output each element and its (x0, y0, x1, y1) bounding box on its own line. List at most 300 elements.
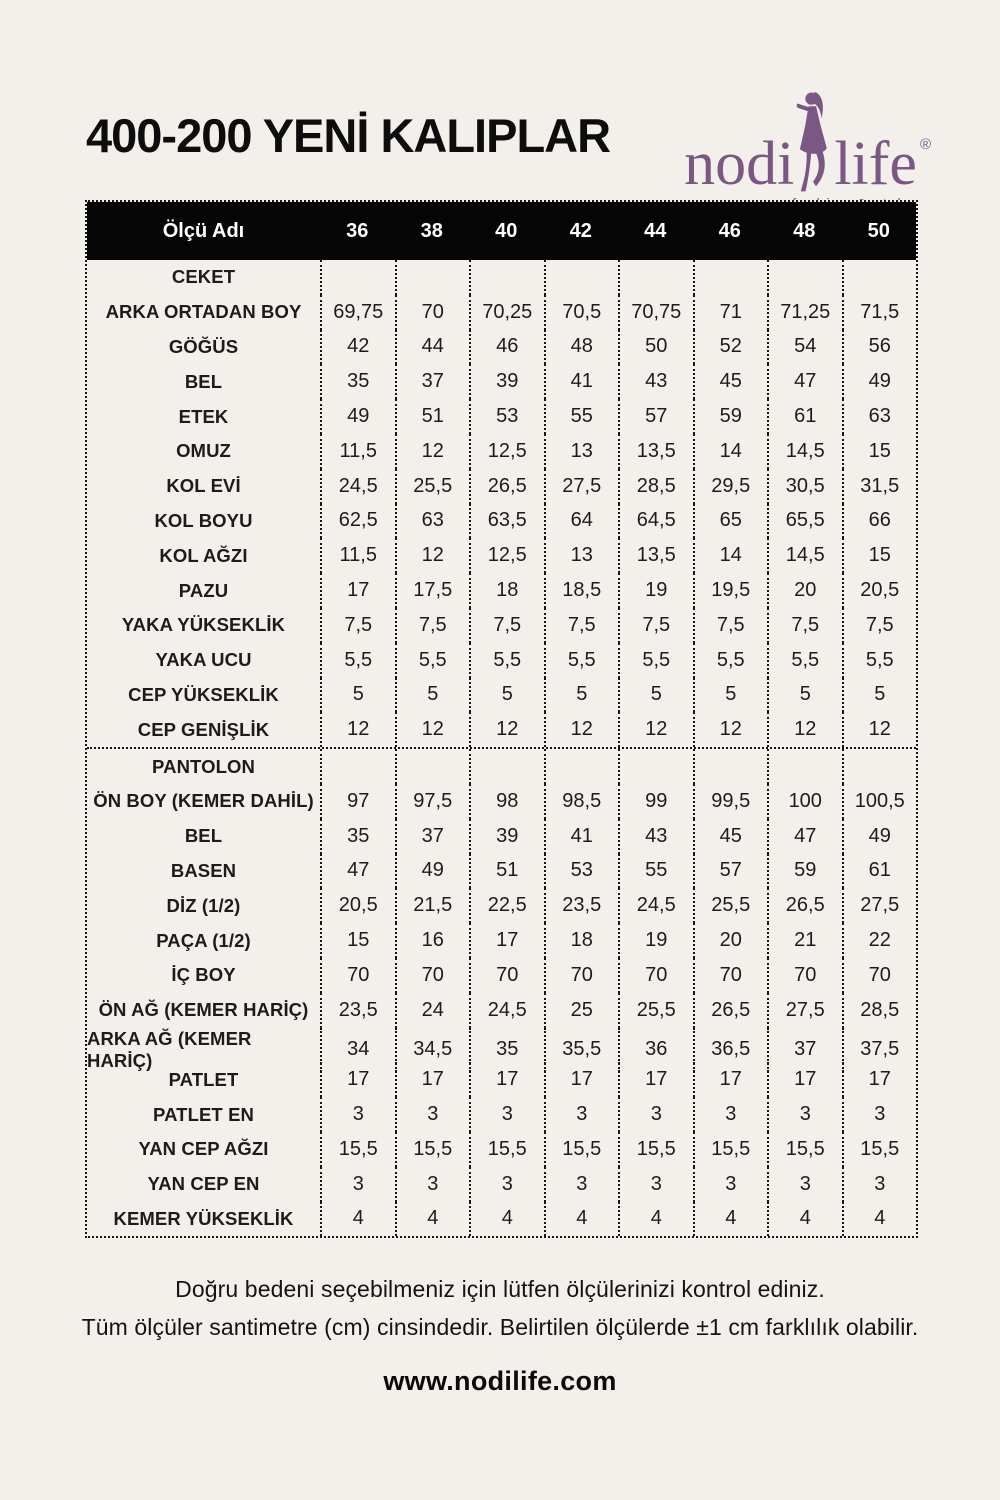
measure-value: 12 (395, 712, 470, 747)
measure-value: 17 (767, 1062, 842, 1097)
measure-value: 37 (395, 364, 470, 399)
table-row (87, 538, 916, 573)
measure-value: 15,5 (618, 1132, 693, 1167)
measure-value: 70,75 (618, 295, 693, 330)
size-column-header: 50 (867, 219, 890, 242)
measure-value: 3 (693, 1167, 768, 1202)
measure-value: 15 (320, 923, 395, 958)
measure-label: CEP YÜKSEKLİK (128, 683, 279, 705)
measure-label: KOL BOYU (154, 509, 253, 531)
table-section (87, 747, 916, 1236)
measure-value: 61 (842, 854, 917, 889)
table-row (87, 993, 916, 1028)
measure-label: GÖĞÜS (168, 335, 239, 357)
measure-value (469, 260, 544, 295)
measure-value: 3 (320, 1167, 395, 1202)
measure-label: OMUZ (176, 440, 231, 462)
measure-value: 23,5 (320, 993, 395, 1028)
measure-value: 3 (842, 1167, 917, 1202)
measure-label: KOL EVİ (166, 475, 241, 497)
measure-value: 7,5 (842, 608, 917, 643)
measure-value (618, 749, 693, 784)
measure-value: 7,5 (395, 608, 470, 643)
measure-value: 5,5 (842, 643, 917, 678)
measure-value (544, 260, 619, 295)
section-title-row (87, 749, 916, 784)
measure-value: 70 (618, 958, 693, 993)
measure-value: 5,5 (544, 643, 619, 678)
measure-value: 54 (767, 330, 842, 365)
measure-value: 71,25 (767, 295, 842, 330)
measure-value: 17 (469, 1062, 544, 1097)
measure-value: 51 (469, 854, 544, 889)
measure-value: 4 (842, 1202, 917, 1237)
measure-value: 45 (693, 819, 768, 854)
measure-value: 15,5 (395, 1132, 470, 1167)
size-table (85, 200, 918, 1238)
measure-value: 5 (842, 678, 917, 713)
measure-value: 25,5 (693, 888, 768, 923)
measure-value: 5,5 (618, 643, 693, 678)
measure-value: 70 (544, 958, 619, 993)
measure-value: 19,5 (693, 573, 768, 608)
table-row (87, 469, 916, 504)
measure-value: 12 (767, 712, 842, 747)
measure-value: 62,5 (320, 504, 395, 539)
measure-value: 100 (767, 784, 842, 819)
measure-value: 45 (693, 364, 768, 399)
measure-label: KEMER YÜKSEKLİK (113, 1207, 294, 1229)
measure-label: YAN CEP AĞZI (138, 1138, 269, 1160)
measure-value: 14 (693, 538, 768, 573)
measure-value: 7,5 (544, 608, 619, 643)
size-column-header: 48 (793, 219, 816, 242)
measure-value: 64 (544, 504, 619, 539)
measure-value: 5 (693, 678, 768, 713)
measure-value: 46 (469, 330, 544, 365)
measure-value: 36,5 (693, 1028, 768, 1072)
measure-value (693, 749, 768, 784)
measure-value (469, 749, 544, 784)
measure-label: CEP GENİŞLİK (137, 718, 270, 740)
measure-value: 15,5 (320, 1132, 395, 1167)
measure-value: 3 (767, 1167, 842, 1202)
measure-value (842, 260, 917, 295)
measure-value: 3 (767, 1097, 842, 1132)
measure-value: 18 (469, 573, 544, 608)
measure-value: 35 (320, 364, 395, 399)
size-table-body (87, 260, 916, 1236)
measure-value: 5,5 (469, 643, 544, 678)
measure-value (842, 749, 917, 784)
measure-value: 98,5 (544, 784, 619, 819)
measure-value: 35 (469, 1028, 544, 1072)
measure-value: 99,5 (693, 784, 768, 819)
measure-value: 24 (395, 993, 470, 1028)
note-line-1: Doğru bedeni seçebilmeniz için lütfen ölçülerinizi kontrol ediniz. (175, 1276, 825, 1302)
measure-value: 36 (618, 1028, 693, 1072)
table-row (87, 330, 916, 365)
measure-value: 49 (320, 399, 395, 434)
measure-value: 5 (395, 678, 470, 713)
measure-value: 4 (395, 1202, 470, 1237)
measure-value: 3 (544, 1097, 619, 1132)
measure-value: 12 (395, 434, 470, 469)
measure-value: 59 (767, 854, 842, 889)
measure-value (767, 749, 842, 784)
measure-value: 17 (469, 923, 544, 958)
measure-value: 47 (767, 819, 842, 854)
measure-value: 70,25 (469, 295, 544, 330)
table-row (87, 573, 916, 608)
measure-value: 49 (842, 364, 917, 399)
table-row (87, 1202, 916, 1237)
measure-value: 71 (693, 295, 768, 330)
measure-value: 71,5 (842, 295, 917, 330)
measure-value: 28,5 (618, 469, 693, 504)
size-column-header: 42 (569, 219, 592, 242)
measure-value: 12 (618, 712, 693, 747)
measure-value: 3 (618, 1097, 693, 1132)
measure-value: 15,5 (544, 1132, 619, 1167)
measure-value (767, 260, 842, 295)
measure-value: 70 (469, 958, 544, 993)
measure-value: 4 (320, 1202, 395, 1237)
measure-value: 7,5 (767, 608, 842, 643)
measure-value: 70 (395, 958, 470, 993)
measure-value: 44 (395, 330, 470, 365)
measure-value: 17 (693, 1062, 768, 1097)
measure-value: 3 (469, 1097, 544, 1132)
measure-value: 41 (544, 819, 619, 854)
measure-value: 98 (469, 784, 544, 819)
measure-value: 34 (320, 1028, 395, 1072)
measure-value: 97 (320, 784, 395, 819)
measure-value: 43 (618, 819, 693, 854)
measure-value (395, 749, 470, 784)
measure-value: 37 (395, 819, 470, 854)
measure-value: 70 (767, 958, 842, 993)
measure-label: BASEN (170, 859, 237, 881)
measure-value: 61 (767, 399, 842, 434)
measure-value: 63,5 (469, 504, 544, 539)
measure-value: 4 (469, 1202, 544, 1237)
measure-value: 26,5 (767, 888, 842, 923)
measure-value: 65 (693, 504, 768, 539)
measure-value: 11,5 (320, 434, 395, 469)
measure-value: 99 (618, 784, 693, 819)
brand-name-left: nodi (684, 130, 795, 199)
table-row (87, 504, 916, 539)
measure-label: BEL (184, 825, 223, 847)
measure-value: 20 (693, 923, 768, 958)
measure-value: 25 (544, 993, 619, 1028)
measure-value: 4 (618, 1202, 693, 1237)
measure-value: 11,5 (320, 538, 395, 573)
table-row (87, 819, 916, 854)
section-title: PANTOLON (152, 755, 255, 777)
measure-value: 55 (544, 399, 619, 434)
measure-value: 22,5 (469, 888, 544, 923)
measure-value (544, 749, 619, 784)
measure-value: 17 (320, 573, 395, 608)
measure-value: 34,5 (395, 1028, 470, 1072)
measure-value: 21 (767, 923, 842, 958)
measure-value: 12 (469, 712, 544, 747)
measure-value: 37 (767, 1028, 842, 1072)
measure-value: 3 (395, 1097, 470, 1132)
measure-value: 63 (395, 504, 470, 539)
measure-value: 3 (469, 1167, 544, 1202)
measure-label: PAZU (178, 579, 229, 601)
measure-value: 35 (320, 819, 395, 854)
measure-value: 5 (469, 678, 544, 713)
size-column-header: 38 (420, 219, 443, 242)
measure-value: 18 (544, 923, 619, 958)
measure-value: 7,5 (320, 608, 395, 643)
measure-value: 13 (544, 434, 619, 469)
website-url: www.nodilife.com (383, 1366, 617, 1396)
measure-value: 18,5 (544, 573, 619, 608)
table-row (87, 295, 916, 330)
measure-value: 51 (395, 399, 470, 434)
size-column-header: 46 (718, 219, 741, 242)
measure-value: 27,5 (767, 993, 842, 1028)
measure-value: 5,5 (767, 643, 842, 678)
measure-value: 23,5 (544, 888, 619, 923)
measure-value: 47 (320, 854, 395, 889)
measure-value: 30,5 (767, 469, 842, 504)
measure-value: 24,5 (469, 993, 544, 1028)
measure-value: 3 (842, 1097, 917, 1132)
measure-value: 13,5 (618, 434, 693, 469)
measure-value: 17,5 (395, 573, 470, 608)
measure-value: 3 (693, 1097, 768, 1132)
size-table-header-row (87, 202, 916, 260)
measure-value: 48 (544, 330, 619, 365)
measure-value: 12,5 (469, 434, 544, 469)
note-line-2: Tüm ölçüler santimetre (cm) cinsindedir. Belirtilen ölçülerde ±1 cm farklılık olabilir. (81, 1314, 919, 1340)
measure-value: 17 (320, 1062, 395, 1097)
table-row (87, 712, 916, 747)
brand-logo (684, 84, 931, 213)
table-row (87, 434, 916, 469)
measure-label: İÇ BOY (171, 964, 236, 986)
measure-label: ÖN AĞ (KEMER HARİÇ) (98, 999, 309, 1021)
measure-value: 5,5 (693, 643, 768, 678)
measure-label: ARKA ORTADAN BOY (105, 301, 302, 323)
measure-value: 19 (618, 923, 693, 958)
table-row (87, 1027, 916, 1071)
measure-value: 14 (693, 434, 768, 469)
measure-value: 13,5 (618, 538, 693, 573)
measure-label: YAN CEP EN (147, 1173, 260, 1195)
measure-value: 28,5 (842, 993, 917, 1028)
measure-value: 66 (842, 504, 917, 539)
measure-value (320, 260, 395, 295)
table-row (87, 923, 916, 958)
measure-value: 47 (767, 364, 842, 399)
measure-label: ÖN BOY (KEMER DAHİL) (93, 790, 314, 812)
table-row (87, 678, 916, 713)
table-row (87, 643, 916, 678)
measure-value: 26,5 (469, 469, 544, 504)
measure-value (618, 260, 693, 295)
measure-label: PAÇA (1/2) (156, 929, 251, 951)
woman-silhouette-icon (795, 90, 833, 196)
measure-value: 4 (693, 1202, 768, 1237)
measure-value: 5 (767, 678, 842, 713)
measure-value: 14,5 (767, 434, 842, 469)
measure-value (320, 749, 395, 784)
measure-value: 12 (544, 712, 619, 747)
table-row (87, 399, 916, 434)
measure-value: 41 (544, 364, 619, 399)
measure-value: 53 (469, 399, 544, 434)
measure-value: 29,5 (693, 469, 768, 504)
size-column-header: 44 (644, 219, 667, 242)
table-row (87, 784, 916, 819)
measure-value: 97,5 (395, 784, 470, 819)
table-row (87, 888, 916, 923)
table-row (87, 958, 916, 993)
measure-value: 4 (767, 1202, 842, 1237)
measure-value: 15,5 (469, 1132, 544, 1167)
measure-value: 17 (618, 1062, 693, 1097)
measure-value: 16 (395, 923, 470, 958)
measure-value: 24,5 (320, 469, 395, 504)
measure-value: 15,5 (767, 1132, 842, 1167)
table-row (87, 364, 916, 399)
measure-label: PATLET (168, 1068, 239, 1090)
measure-value: 3 (544, 1167, 619, 1202)
table-row (87, 1167, 916, 1202)
brand-name-right: life (834, 130, 917, 199)
measure-label: KOL AĞZI (159, 544, 248, 566)
table-row (87, 1132, 916, 1167)
measure-value: 53 (544, 854, 619, 889)
measure-value: 49 (395, 854, 470, 889)
measure-label: ETEK (178, 405, 229, 427)
table-row (87, 608, 916, 643)
measure-label: YAKA YÜKSEKLİK (121, 614, 286, 636)
measure-label: ARKA AĞ (KEMER HARİÇ) (87, 1027, 252, 1071)
section-title: CEKET (171, 266, 236, 288)
measure-value: 7,5 (618, 608, 693, 643)
measure-value: 19 (618, 573, 693, 608)
footer-notes (0, 1276, 1000, 1352)
measure-label: YAKA UCU (155, 649, 252, 671)
measure-value: 12 (693, 712, 768, 747)
measure-value: 57 (618, 399, 693, 434)
measure-value: 35,5 (544, 1028, 619, 1072)
table-row (87, 1097, 916, 1132)
measure-value: 20,5 (320, 888, 395, 923)
size-column-header: 40 (495, 219, 518, 242)
measure-value: 5,5 (395, 643, 470, 678)
measure-value: 3 (395, 1167, 470, 1202)
measure-value: 70 (395, 295, 470, 330)
measure-value: 70,5 (544, 295, 619, 330)
measure-value: 4 (544, 1202, 619, 1237)
measure-value: 39 (469, 819, 544, 854)
measure-value: 7,5 (469, 608, 544, 643)
measure-value: 37,5 (842, 1028, 917, 1072)
measure-value: 20 (767, 573, 842, 608)
measure-label: BEL (184, 370, 223, 392)
measure-value: 12,5 (469, 538, 544, 573)
measure-value: 63 (842, 399, 917, 434)
measure-value: 7,5 (693, 608, 768, 643)
measure-value: 55 (618, 854, 693, 889)
measure-value: 12 (842, 712, 917, 747)
measure-value (395, 260, 470, 295)
measure-name-header: Ölçü Adı (162, 219, 245, 242)
section-title-row (87, 260, 916, 295)
measure-value: 43 (618, 364, 693, 399)
measure-value: 25,5 (618, 993, 693, 1028)
measure-value: 52 (693, 330, 768, 365)
measure-value: 15 (842, 538, 917, 573)
measure-value: 5,5 (320, 643, 395, 678)
measure-value: 59 (693, 399, 768, 434)
measure-value: 25,5 (395, 469, 470, 504)
measure-value (693, 260, 768, 295)
measure-value: 15,5 (842, 1132, 917, 1167)
measure-value: 22 (842, 923, 917, 958)
measure-value: 20,5 (842, 573, 917, 608)
page-title: 400-200 YENİ KALIPLAR (86, 109, 611, 162)
measure-value: 27,5 (544, 469, 619, 504)
measure-value: 49 (842, 819, 917, 854)
measure-value: 24,5 (618, 888, 693, 923)
measure-value: 12 (395, 538, 470, 573)
measure-label: DİZ (1/2) (166, 894, 241, 916)
measure-value: 70 (693, 958, 768, 993)
table-row (87, 854, 916, 889)
table-row (87, 1062, 916, 1097)
measure-value: 17 (544, 1062, 619, 1097)
measure-value: 70 (320, 958, 395, 993)
measure-value: 56 (842, 330, 917, 365)
measure-value: 26,5 (693, 993, 768, 1028)
measure-value: 64,5 (618, 504, 693, 539)
measure-value: 13 (544, 538, 619, 573)
measure-value: 50 (618, 330, 693, 365)
table-section (87, 260, 916, 747)
measure-label: PATLET EN (153, 1103, 254, 1125)
measure-value: 17 (395, 1062, 470, 1097)
measure-value: 5 (320, 678, 395, 713)
size-column-header: 36 (346, 219, 369, 242)
measure-value: 65,5 (767, 504, 842, 539)
measure-value: 69,75 (320, 295, 395, 330)
measure-value: 21,5 (395, 888, 470, 923)
measure-value: 17 (842, 1062, 917, 1097)
registered-trademark-icon: ® (919, 136, 931, 153)
measure-value: 100,5 (842, 784, 917, 819)
measure-value: 15,5 (693, 1132, 768, 1167)
measure-value: 5 (618, 678, 693, 713)
measure-value: 27,5 (842, 888, 917, 923)
measure-value: 14,5 (767, 538, 842, 573)
measure-value: 3 (320, 1097, 395, 1132)
measure-value: 15 (842, 434, 917, 469)
measure-value: 12 (320, 712, 395, 747)
measure-value: 70 (842, 958, 917, 993)
measure-value: 3 (618, 1167, 693, 1202)
measure-value: 5 (544, 678, 619, 713)
